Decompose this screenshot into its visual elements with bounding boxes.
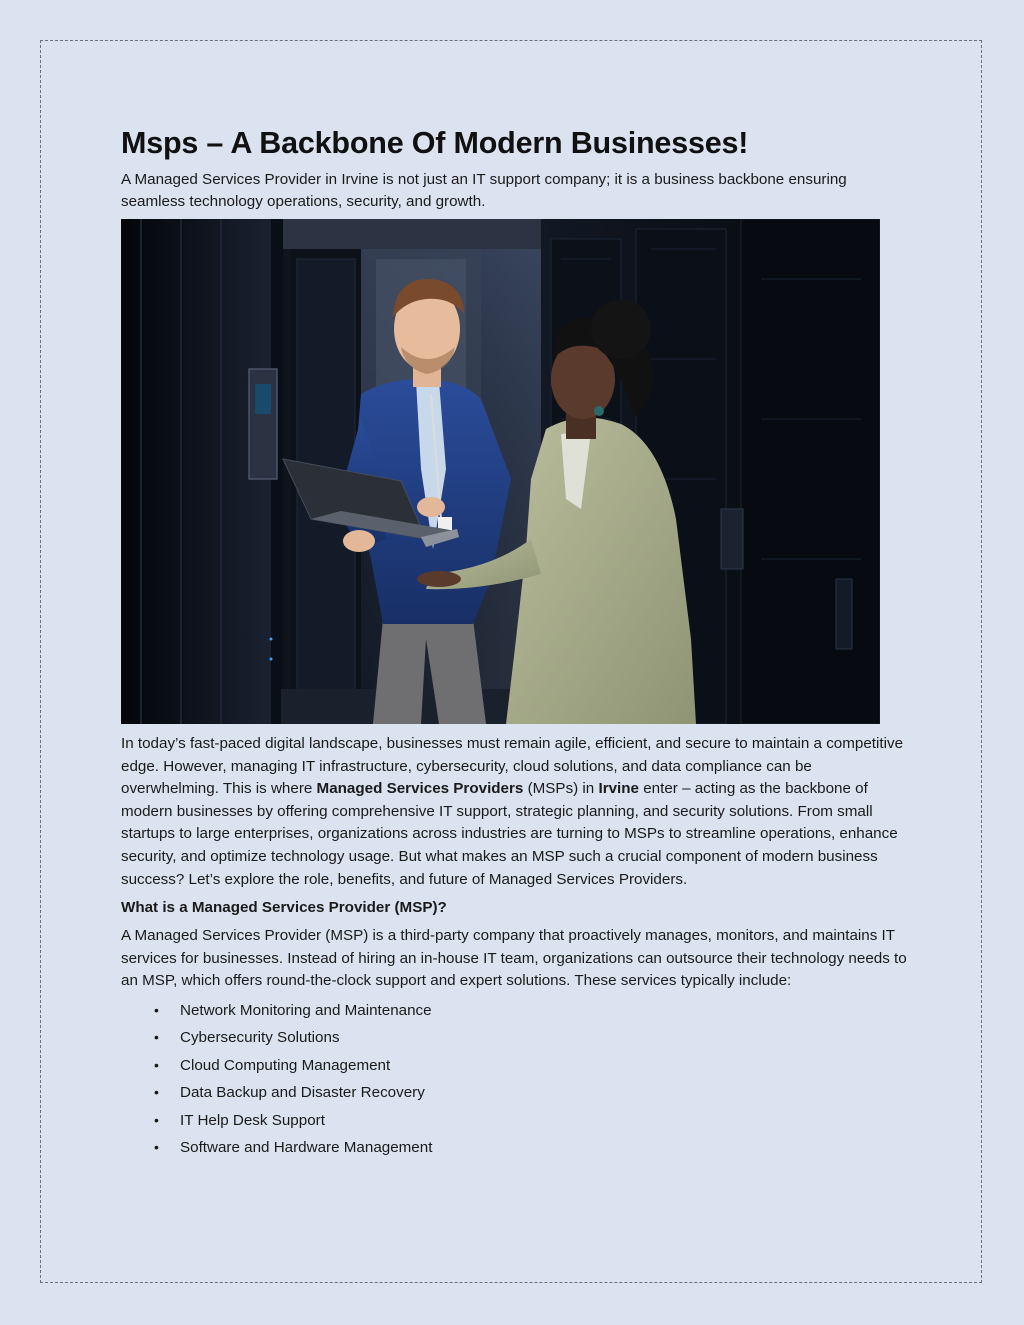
bullet-icon: •	[154, 1139, 159, 1156]
bullet-icon: •	[154, 1029, 159, 1046]
left-server-rack	[121, 219, 283, 724]
list-item: • Cloud Computing Management	[121, 1052, 911, 1080]
bold-irvine: Irvine	[598, 780, 640, 798]
hero-image-server-room	[121, 219, 880, 724]
bullet-icon: •	[154, 1001, 159, 1018]
section-paragraph: A Managed Services Provider (MSP) is a third-party company that proactively manages, monitors, and maintains IT services for businesses. Instead of hiring an in-house IT team, organizations can outsource their technology needs to an MSP, which offers round-the-clock support and expert solutions. These services typically include:	[121, 927, 907, 990]
bullet-icon: •	[154, 1056, 159, 1073]
bullet-icon: •	[154, 1084, 159, 1101]
list-item: • IT Help Desk Support	[121, 1107, 911, 1135]
page-title: Msps – A Backbone Of Modern Businesses!	[121, 126, 749, 160]
section-heading: What is a Managed Services Provider (MSP)?	[121, 899, 447, 917]
list-item: • Data Backup and Disaster Recovery	[121, 1079, 911, 1107]
bullet-icon: •	[154, 1111, 159, 1128]
list-item: • Cybersecurity Solutions	[121, 1024, 911, 1052]
services-list	[121, 997, 911, 1162]
document-content	[121, 124, 911, 1162]
subtitle: A Managed Services Provider in Irvine is not just an IT support company; it is a business backbone ensuring seamless technology operations, security, and growth.	[121, 171, 847, 210]
list-item: • Network Monitoring and Maintenance	[121, 997, 911, 1025]
bold-managed-services-providers: Managed Services Providers	[316, 780, 524, 798]
list-item: • Software and Hardware Management	[121, 1134, 911, 1162]
intro-paragraph: In today’s fast-paced digital landscape, businesses must remain agile, efficient, and secure to maintain a competitive edge. However, managing IT infrastructure, cybersecurity, cloud solutions, and data compliance can be overwhelming. This is where Managed Services Providers (MSPs) in Irvine enter – acting as the backbone of modern businesses by offering comprehensive IT support, strategic planning, and security solutions. From small startups to large enterprises, organizations across industries are turning to MSPs to streamline operations, enhance security, and optimize technology usage. But what makes an MSP such a crucial component of modern business success? Let’s explore the role, benefits, and future of Managed Services Providers.	[121, 735, 904, 888]
